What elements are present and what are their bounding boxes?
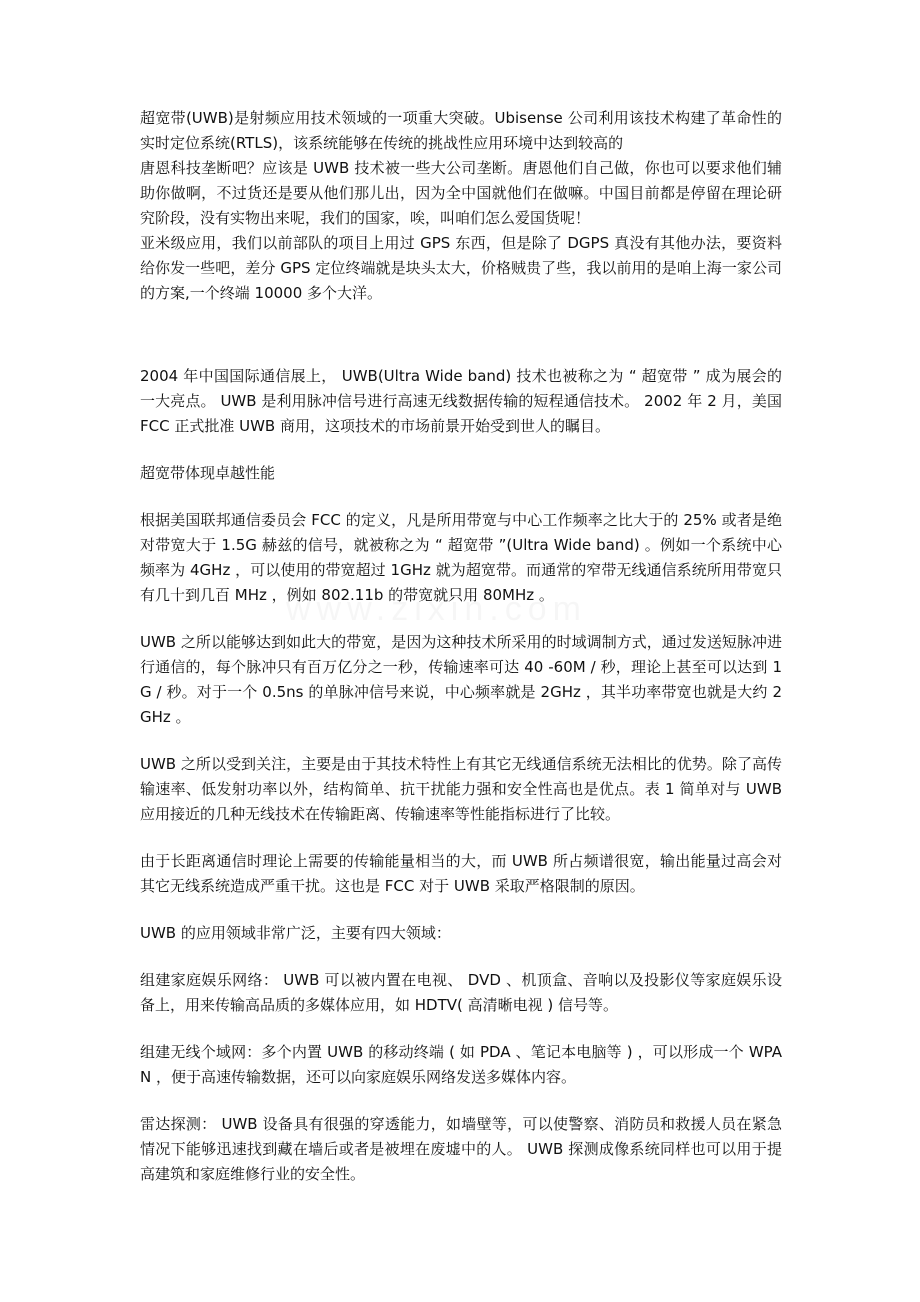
paragraph-wpan: 组建无线个域网：多个内置 UWB 的移动终端 ( 如 PDA 、笔记本电脑等 ) ，可以形成一个 WPAN ，便于高速传输数据，还可以向家庭娱乐网络发送多媒体内容。 <box>140 1043 782 1086</box>
paragraph-advantages: UWB 之所以受到关注，主要是由于其技术特性上有其它无线通信系统无法相比的优势。除了高传输速率、低发射功率以外，结构简单、抗干扰能力强和安全性高也是优点。表 1 简单对与 UWB 应用接近的几种无线技术在传输距离、传输速率等性能指标进行了比较。 <box>140 755 782 823</box>
paragraph-gps: 亚米级应用，我们以前部队的项目上用过 GPS 东西，但是除了 DGPS 真没有其他办法，要资料给你发一些吧，差分 GPS 定位终端就是块头太大，价格贼贵了些，我以前用的是咱上海一家公司的方案,一个终端 10000 多个大洋。 <box>140 234 782 302</box>
paragraph-bandwidth: UWB 之所以能够达到如此大的带宽，是因为这种技术所采用的时域调制方式，通过发送短脉冲进行通信的，每个脉冲只有百万亿分之一秒，传输速率可达 40 -60M / 秒，理论上甚至可以达到 1G / 秒。对于一个 0.5ns 的单脉冲信号来说，中心频率就是 2GHz ，其半功率带宽也就是大约 2GHz 。 <box>140 633 782 726</box>
paragraph-fcc-definition: 根据美国联邦通信委员会 FCC 的定义，凡是所用带宽与中心工作频率之比大于的 25% 或者是绝对带宽大于 1.5G 赫兹的信号，就被称之为 “ 超宽带 ”(Ultra Wide band) 。例如一个系统中心频率为 4GHz ，可以使用的带宽超过 1GHz 就为超宽带。而通常的窄带无线通信系统所用带宽只有几十到几百 MHz ，例如 802.11b 的带宽就只用 80MHz 。 <box>140 511 782 604</box>
paragraph-ubisense-intro: 超宽带(UWB)是射频应用技术领域的一项重大突破。Ubisense 公司利用该技术构建了革命性的实时定位系统(RTLS)，该系统能够在传统的挑战性应用环境中达到较高的 <box>140 109 782 152</box>
section-heading: 超宽带体现卓越性能 <box>140 464 276 482</box>
document-body <box>140 106 782 1187</box>
paragraph-monopoly: 唐恩科技垄断吧？应该是 UWB 技术被一些大公司垄断。唐恩他们自己做，你也可以要求他们辅助你做啊，不过货还是要从他们那儿出，因为全中国就他们在做嘛。中国目前都是停留在理论研究阶段，没有实物出来呢，我们的国家，唉，叫咱们怎么爱国货呢！ <box>140 159 782 227</box>
paragraph-application-areas: UWB 的应用领域非常广泛，主要有四大领域： <box>140 924 451 942</box>
paragraph-interference: 由于长距离通信时理论上需要的传输能量相当的大，而 UWB 所占频谱很宽，输出能量过高会对其它无线系统造成严重干扰。这也是 FCC 对于 UWB 采取严格限制的原因。 <box>140 852 782 895</box>
paragraph-expo-2004: 2004 年中国国际通信展上， UWB(Ultra Wide band) 技术也被称之为 “ 超宽带 ” 成为展会的一大亮点。 UWB 是利用脉冲信号进行高速无线数据传输的短程通信技术。 2002 年 2 月，美国 FCC 正式批准 UWB 商用，这项技术的市场前景开始受到世人的瞩目。 <box>140 367 782 435</box>
paragraph-radar: 雷达探测： UWB 设备具有很强的穿透能力，如墙壁等，可以使警察、消防员和救援人员在紧急情况下能够迅速找到藏在墙后或者是被埋在废墟中的人。 UWB 探测成像系统同样也可以用于提高建筑和家庭维修行业的安全性。 <box>140 1115 782 1183</box>
paragraph-home-entertainment: 组建家庭娱乐网络： UWB 可以被内置在电视、 DVD 、机顶盒、音响以及投影仪等家庭娱乐设备上，用来传输高品质的多媒体应用，如 HDTV( 高清晰电视 ) 信号等。 <box>140 971 782 1014</box>
